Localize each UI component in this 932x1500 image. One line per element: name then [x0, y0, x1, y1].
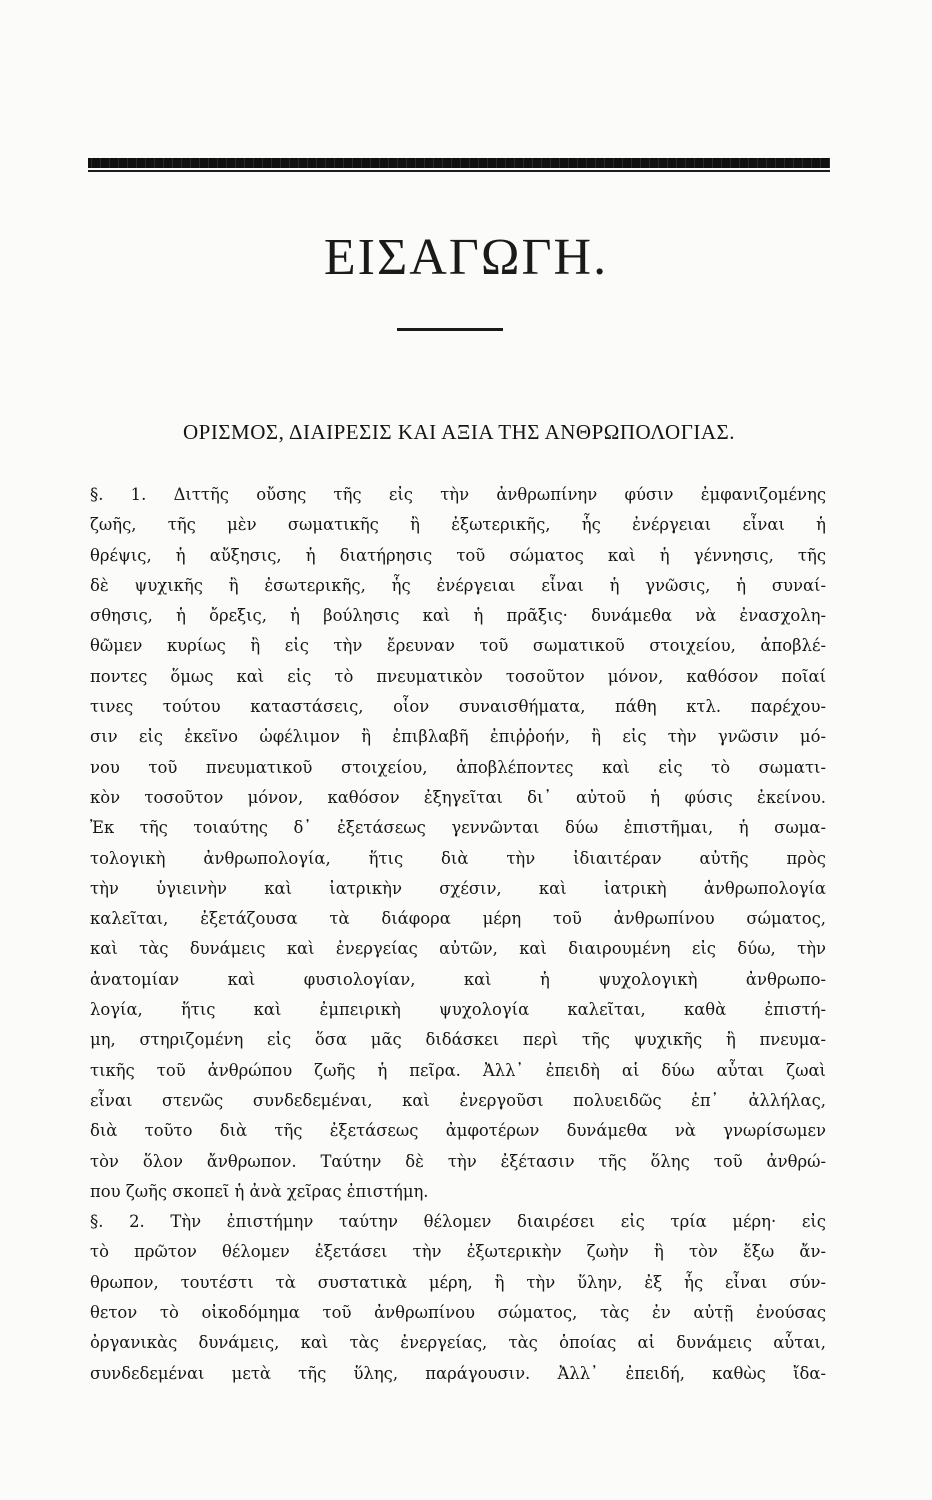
text-line: σθησις, ἡ ὄρεξις, ἡ βούλησις καὶ ἡ πρᾶξις· δυνάμεθα νὰ ἐνασχολη-: [90, 606, 826, 626]
chapter-title: ΕΙΣΑΓΩΓΗ.: [323, 229, 609, 286]
text-line: τὸν ὅλον ἄνθρωπον. Ταύτην δὲ τὴν ἐξέτασιν τῆς ὅλης τοῦ ἀνθρώ-: [90, 1151, 826, 1171]
text-line: καὶ τὰς δυνάμεις καὶ ἐνεργείας αὐτῶν, καὶ διαιρουμένη εἰς δύω, τὴν: [90, 939, 826, 959]
text-line: κὸν τοσοῦτον μόνον, καθόσον ἐξηγεῖται δι᾽ αὐτοῦ ἡ φύσις ἐκείνου.: [90, 787, 826, 807]
text-line: §. 1. Διττῆς οὔσης τῆς εἰς τὴν ἀνθρωπίνην φύσιν ἐμφανιζομένης: [90, 485, 826, 504]
text-line: τολογικὴ ἀνθρωπολογία, ἥτις διὰ τὴν ἰδιαιτέραν αὐτῆς πρὸς: [90, 848, 826, 868]
text-line: θρωπον, τουτέστι τὰ συστατικὰ μέρη, ἢ τὴν ὕλην, ἐξ ἧς εἶναι σύν-: [90, 1272, 826, 1292]
text-line: θρέψις, ἡ αὔξησις, ἡ διατήρησις τοῦ σώματος καὶ ἡ γέννησις, τῆς: [90, 545, 826, 565]
header-ornamental-rule: [88, 158, 830, 168]
text-line: τὴν ὑγιεινὴν καὶ ἰατρικὴν σχέσιν, καὶ ἰατρικὴ ἀνθρωπολογία: [90, 878, 826, 898]
text-line: καλεῖται, ἐξετάζουσα τὰ διάφορα μέρη τοῦ ἀνθρωπίνου σώματος,: [90, 909, 826, 929]
body-text: [90, 480, 826, 1389]
text-line: δὲ ψυχικῆς ἢ ἐσωτερικῆς, ἧς ἐνέργειαι εἶναι ἡ γνῶσις, ἡ συναί-: [90, 575, 826, 595]
title-underline-rule: [397, 328, 503, 331]
header-thin-rule: [88, 170, 830, 172]
text-line: τινες τούτου καταστάσεις, οἷον συναισθήματα, πάθη κτλ. παρέχου-: [90, 697, 826, 717]
text-line: θῶμεν κυρίως ἢ εἰς τὴν ἔρευναν τοῦ σωματικοῦ στοιχείου, ἀποβλέ-: [90, 636, 826, 656]
text-line: μη, στηριζομένη εἰς ὅσα μᾶς διδάσκει περὶ τῆς ψυχικῆς ἢ πνευμα-: [90, 1030, 826, 1050]
text-line: διὰ τοῦτο διὰ τῆς ἐξετάσεως ἀμφοτέρων δυνάμεθα νὰ γνωρίσωμεν: [90, 1121, 826, 1141]
text-line: τὸ πρῶτον θέλομεν ἐξετάσει τὴν ἐξωτερικὴν ζωὴν ἢ τὸν ἔξω ἄν-: [90, 1242, 826, 1262]
text-line: ποντες ὅμως καὶ εἰς τὸ πνευματικὸν τοσοῦτον μόνον, καθόσον ποῖαί: [90, 666, 826, 686]
text-line: εἶναι στενῶς συνδεδεμέναι, καὶ ἐνεργοῦσι πολυειδῶς ἐπ᾽ ἀλλήλας,: [90, 1090, 826, 1110]
text-line: νου τοῦ πνευματικοῦ στοιχείου, ἀποβλέποντες καὶ εἰς τὸ σωματι-: [90, 757, 826, 777]
text-line: §. 2. Τὴν ἐπιστήμην ταύτην θέλομεν διαιρέσει εἰς τρία μέρη· εἰς: [90, 1212, 826, 1232]
text-line: ζωῆς, τῆς μὲν σωματικῆς ἢ ἐξωτερικῆς, ἧς ἐνέργειαι εἶναι ἡ: [90, 515, 826, 535]
text-line: τικῆς τοῦ ἀνθρώπου ζωῆς ἡ πεῖρα. Ἀλλ᾽ ἐπειδὴ αἱ δύω αὗται ζωαὶ: [90, 1060, 826, 1080]
text-line: συνδεδεμέναι μετὰ τῆς ὕλης, παράγουσιν. Ἀλλ᾽ ἐπειδή, καθὼς ἴδα-: [90, 1363, 826, 1383]
text-line: σιν εἰς ἐκεῖνο ὠφέλιμον ἢ ἐπιβλαβῆ ἐπιῤῥοήν, ἢ εἰς τὴν γνῶσιν μό-: [90, 727, 826, 747]
text-line: ὀργανικὰς δυνάμεις, καὶ τὰς ἐνεργείας, τὰς ὁποίας αἱ δυνάμεις αὗται,: [90, 1333, 826, 1353]
section-heading: ΟΡΙΣΜΟΣ, ΔΙΑΙΡΕΣΙΣ ΚΑΙ ΑΞΙΑ ΤΗΣ ΑΝΘΡΩΠΟΛΟΓΙΑΣ.: [183, 420, 735, 444]
text-line: λογία, ἥτις καὶ ἐμπειρικὴ ψυχολογία καλεῖται, καθὰ ἐπιστή-: [90, 1000, 826, 1020]
text-line: θετον τὸ οἰκοδόμημα τοῦ ἀνθρωπίνου σώματος, τὰς ἐν αὐτῇ ἐνούσας: [90, 1303, 826, 1323]
text-line: ἀνατομίαν καὶ φυσιολογίαν, καὶ ἡ ψυχολογικὴ ἀνθρωπο-: [90, 969, 826, 989]
text-line: Ἐκ τῆς τοιαύτης δ᾽ ἐξετάσεως γεννῶνται δύω ἐπιστῆμαι, ἡ σωμα-: [90, 818, 826, 838]
text-line: που ζωῆς σκοπεῖ ἡ ἀνὰ χεῖρας ἐπιστήμη.: [90, 1181, 429, 1201]
